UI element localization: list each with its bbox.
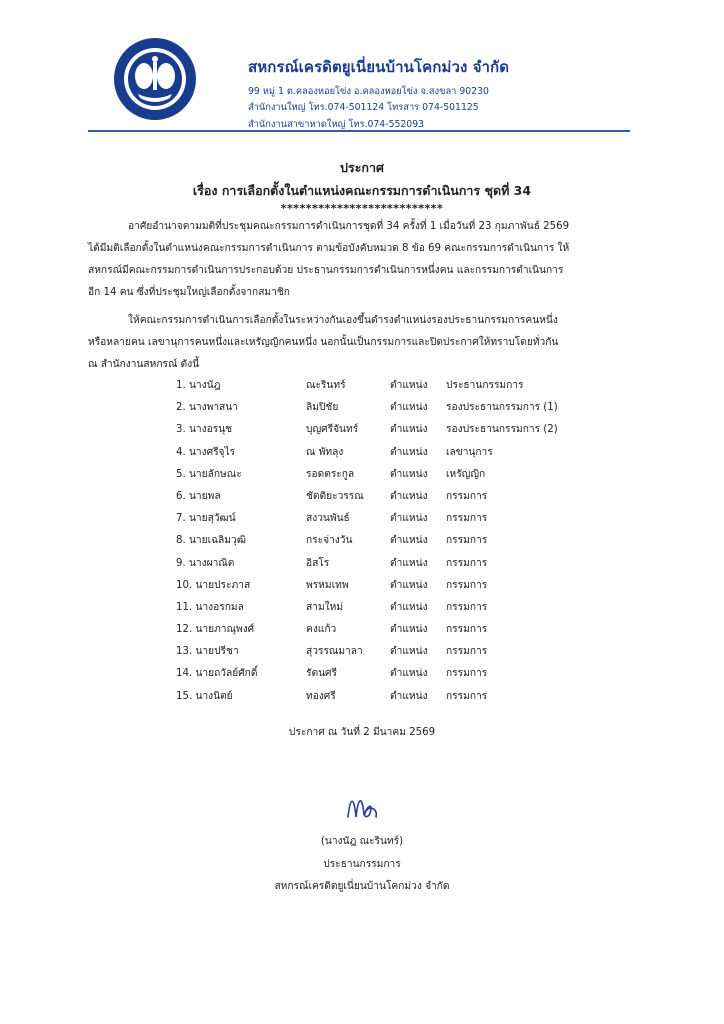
main-office-phone: สำนักงานใหญ่ โทร.074-501124 โทรสาร 074-501125 [248,102,479,113]
member-position: กรรมการ [446,557,488,569]
member-position-label: ตำแหน่ง [390,646,428,658]
member-name: 3. นางอรนุช [176,424,233,436]
member-surname: สงวนพันธ์ [306,513,350,525]
member-surname: สุวรรณมาลา [306,646,363,658]
member-position: ประธานกรรมการ [446,380,524,391]
member-position: กรรมการ [446,624,488,636]
member-position: รองประธานกรรมการ (1) [446,402,558,414]
member-position-label: ตำแหน่ง [390,557,428,569]
member-surname: คงแก้ว [306,624,337,636]
signer-name: (นางนัฎ ณะรินทร์) [320,836,404,847]
organization-name: สหกรณ์เครดิตยูเนี่ยนบ้านโคกม่วง จำกัด [248,58,510,76]
paragraph-line: ณ สำนักงานสหกรณ์ ดังนี้ [88,359,200,370]
header-divider [88,130,630,132]
member-position: รองประธานกรรมการ (2) [446,424,558,436]
announcement-date: ประกาศ ณ วันที่ 2 มีนาคม 2569 [288,727,436,738]
member-surname: รัตนศรี [306,668,337,680]
member-position-label: ตำแหน่ง [390,624,428,636]
member-position-label: ตำแหน่ง [390,601,428,613]
member-position-label: ตำแหน่ง [390,513,428,525]
branch-office-phone: สำนักงานสาขาหาดใหญ่ โทร.074-552093 [248,119,425,130]
signer-organization: สหกรณ์เครดิตยูเนี่ยนบ้านโคกม่วง จำกัด [274,881,450,892]
member-position: เหรัญญิก [446,468,486,480]
member-position: กรรมการ [446,601,488,613]
member-position-label: ตำแหน่ง [390,402,428,414]
member-name: 9. นางผาณิต [176,557,235,569]
member-position: กรรมการ [446,535,488,547]
member-name: 6. นายพล [176,490,221,502]
member-position-label: ตำแหน่ง [390,468,428,480]
member-position: เลขานุการ [446,446,493,458]
member-position-label: ตำแหน่ง [390,490,428,502]
member-surname: ชัตติยะวรรณ [306,490,364,502]
paragraph-line: ให้คณะกรรมการดำเนินการเลือกตั้งในระหว่างกันเองขึ้นดำรงตำแหน่งรองประธานกรรมการคนหนึ่ง [128,315,558,326]
member-name: 10. นายประภาส [176,579,251,591]
member-name: 7. นายสุวัฒน์ [176,513,236,525]
paragraph-line: ได้มีมติเลือกตั้งในตำแหน่งคณะกรรมการดำเนินการ ตามข้อบังคับหมวด 8 ข้อ 69 คณะกรรมการดำเนินการ ให้ [88,243,570,254]
member-surname: ลิมปิชัย [306,402,339,414]
member-position-label: ตำแหน่ง [390,579,428,591]
member-surname: ณ พัทลุง [306,446,344,458]
member-position-label: ตำแหน่ง [390,380,428,391]
member-position-label: ตำแหน่ง [390,668,428,680]
member-name: 13. นายปรีชา [176,646,239,658]
member-surname: สามใหม่ [306,601,344,613]
member-name: 15. นางนิตย์ [176,690,233,702]
member-name: 8. นายเฉลิมวุฒิ [176,535,246,547]
member-position: กรรมการ [446,513,488,525]
member-position: กรรมการ [446,579,488,591]
paragraph-line: อีก 14 คน ซึ่งที่ประชุมใหญ่เลือกตั้งจากสมาชิก [88,287,290,298]
signature [340,787,384,831]
member-surname: ทองศรี [306,690,336,702]
member-surname: ณะรินทร์ [306,380,346,391]
member-position: กรรมการ [446,690,488,702]
signer-title: ประธานกรรมการ [323,859,401,870]
member-position-label: ตำแหน่ง [390,535,428,547]
member-name: 12. นายภาณุพงศ์ [176,624,255,636]
paragraph-line: อาศัยอำนาจตามมติที่ประชุมคณะกรรมการดำเนินการชุดที่ 34 ครั้งที่ 1 เมื่อวันที่ 23 กุมภาพันธ์ 2569 [128,221,570,232]
member-surname: บุญศรีจันทร์ [306,424,359,436]
paragraph-line: หรือหลายคน เลขานุการคนหนึ่งและเหรัญญิกคนหนึ่ง นอกนั้นเป็นกรรมการและปิดประกาศให้ทราบโดยทั่วกัน [88,337,559,348]
announcement-heading: ประกาศ [340,160,384,175]
paragraph-line: สหกรณ์มีคณะกรรมการดำเนินการประกอบด้วย ประธานกรรมการดำเนินการหนึ่งคน และกรรมการดำเนินการ [88,265,564,276]
member-surname: พรหมเทพ [306,579,349,591]
organization-address: 99 หมู่ 1 ต.คลองหอยโข่ง อ.คลองหอยโข่ง จ.สงขลา 90230 [248,86,489,97]
paragraph-authority [88,216,628,304]
title-separator: ************************** [280,202,444,215]
announcement-subject: เรื่อง การเลือกตั้งในตำแหน่งคณะกรรมการดำเนินการ ชุดที่ 34 [192,183,532,198]
member-name: 2. นางพาสนา [176,402,238,414]
paragraph-election [88,310,628,376]
member-position: กรรมการ [446,668,488,680]
member-position-label: ตำแหน่ง [390,446,428,458]
member-name: 5. นายลักษณะ [176,468,242,480]
member-surname: อิสโร [306,557,330,569]
member-name: 14. นายถวัลย์ศักดิ์ [176,668,258,680]
member-name: 4. นางศรีจุไร [176,446,236,458]
member-surname: กระจ่างวัน [306,535,353,547]
member-name: 1. นางนัฎ [176,380,221,391]
cooperative-logo [112,36,198,122]
member-position-label: ตำแหน่ง [390,690,428,702]
member-surname: รอดตระกูล [306,468,355,480]
member-position: กรรมการ [446,646,488,658]
member-position-label: ตำแหน่ง [390,424,428,436]
member-position: กรรมการ [446,490,488,502]
member-name: 11. นางอรกมล [176,601,244,613]
